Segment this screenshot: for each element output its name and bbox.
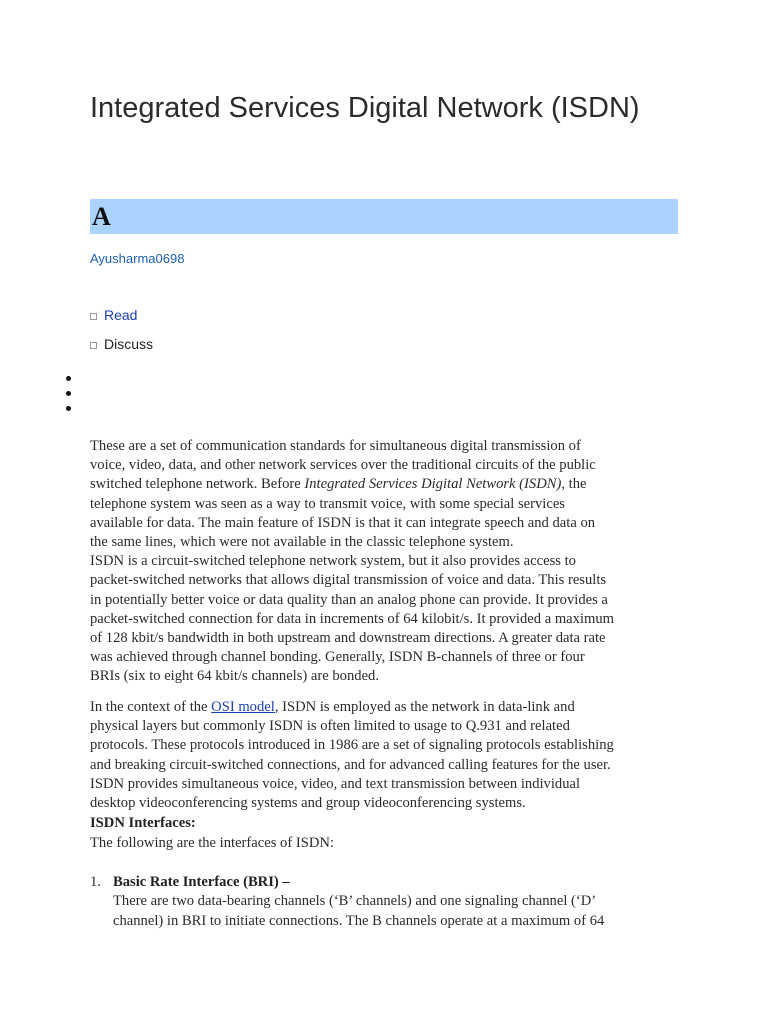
author-initial: A [92, 202, 111, 231]
list-title: Basic Rate Interface (BRI) – [113, 874, 290, 890]
author-link[interactable]: Ayusharma0698 [90, 251, 185, 266]
page-title: Integrated Services Digital Network (ISDN) [90, 92, 640, 124]
intro-paragraph: These are a set of communication standards for simultaneous digital transmission of voice, video, data, and other network services over the traditional circuits of the public switched telephone network. Before Integrated Services Digital Network (ISDN), the telephone system was seen as a way to transmit voice, with some special services available for data. The main feature of ISDN is that it can integrate speech and data on the same lines, which were not available in the classic telephone system. ISDN is a circuit-switched telephone network system, but it also provides access to packet-switched networks that allows digital transmission of voice and data. This results in potentially better voice or data quality than an analog phone can provide. It provides a packet-switched connection for data in increments of 64 kilobit/s. It provided a maximum of 128 kbit/s bandwidth in both upstream and downstream directions. A greater data rate was achieved through channel bonding. Generally, ISDN B-channels of three or four BRIs (six to eight 64 kbit/s channels) are bonded. [90, 438, 615, 685]
dot-icon [66, 376, 71, 381]
read-checkbox-icon [90, 313, 97, 320]
osi-model-link[interactable]: OSI model [211, 699, 275, 715]
author-initial-banner [90, 199, 678, 234]
discuss-button[interactable] [90, 336, 153, 353]
more-options-icon[interactable] [66, 376, 74, 421]
dot-icon [66, 391, 71, 396]
interfaces-intro: The following are the interfaces of ISDN: [90, 835, 334, 851]
read-label: Read [104, 307, 138, 323]
list-body: Basic Rate Interface (BRI) – There are two data-bearing channels (‘B’ channels) and one signaling channel (‘D’ channel) in BRI to initiate connections. The B channels operate at a maximum of 64 [113, 874, 605, 929]
dot-icon [66, 406, 71, 411]
interfaces-heading: ISDN Interfaces: [90, 815, 196, 831]
list-number: 1. [90, 874, 101, 890]
osi-paragraph: In the context of the OSI model, ISDN is employed as the network in data-link and physical layers but commonly ISDN is often limited to usage to Q.931 and related protocols. These protocols introduced in 1986 are a set of signaling protocols establishing and breaking circuit-switched connections, and for advanced calling features for the user. ISDN provides simultaneous voice, video, and text transmission between individual desktop videoconferencing systems and group videoconferencing systems. [90, 699, 614, 812]
discuss-label: Discuss [104, 336, 154, 352]
read-button[interactable] [90, 307, 137, 324]
discuss-checkbox-icon [90, 342, 97, 349]
